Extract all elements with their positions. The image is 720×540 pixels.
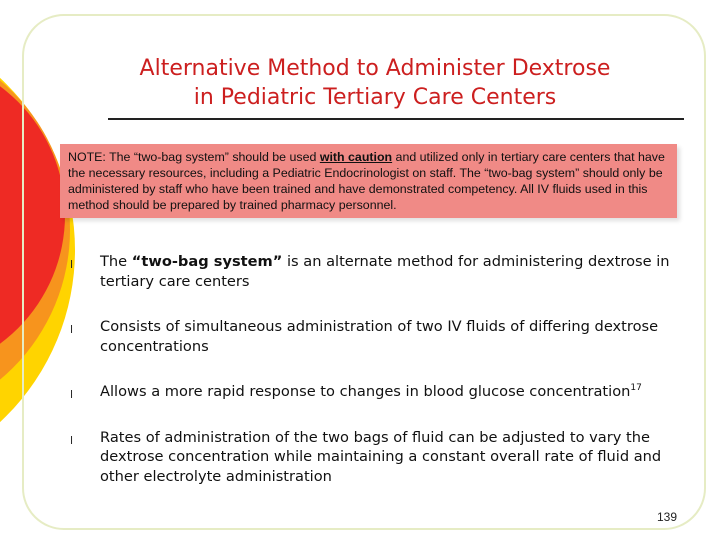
bullet-text: The — [100, 253, 132, 270]
bullet-marker-icon: l — [70, 258, 74, 271]
bullet-item — [68, 252, 678, 291]
title-underline — [108, 118, 684, 120]
bullet-text: Consists of simultaneous administration of two IV fluids of differing dextrose concentrations — [100, 318, 659, 355]
note-text-start: NOTE: The “two-bag system” should be used — [68, 150, 320, 164]
title-line-2: in Pediatric Tertiary Care Centers — [193, 85, 557, 110]
bullet-item — [68, 317, 678, 356]
bullet-marker-icon: l — [70, 433, 74, 447]
bullet-text: is an alternate method for administering dextrose in tertiary care centers — [100, 253, 670, 290]
note-text-end: and utilized only in tertiary care centers that have the necessary resources, including a Pediatric Endocrinologist on staff. The “two-bag system” should only be administered by staff who have been trained and have demonstrated competency. All IV fluids used in this method should be prepared by trained pharmacy personnel. — [68, 150, 665, 212]
bullet-item — [68, 382, 678, 402]
bullet-text: Rates of administration of the two bags of fluid can be adjusted to vary the dextrose concentration while maintaining a constant overall rate of fluid and other electrolyte administration — [100, 428, 662, 485]
bullet-marker-icon: l — [70, 388, 74, 401]
citation-superscript: 17 — [630, 383, 642, 394]
caution-note-box — [60, 144, 677, 218]
bullet-item — [68, 428, 678, 487]
bullet-bold-term: “two-bag system” — [131, 253, 283, 270]
title-line-1: Alternative Method to Administer Dextrose — [139, 56, 611, 81]
page-number: 139 — [656, 510, 677, 524]
bullet-marker-icon: l — [70, 323, 74, 336]
slide-title — [100, 54, 650, 112]
note-emphasis: with caution — [319, 150, 393, 164]
bullet-text: Allows a more rapid response to changes in blood glucose concentration — [100, 383, 631, 400]
bullet-list — [68, 252, 678, 512]
